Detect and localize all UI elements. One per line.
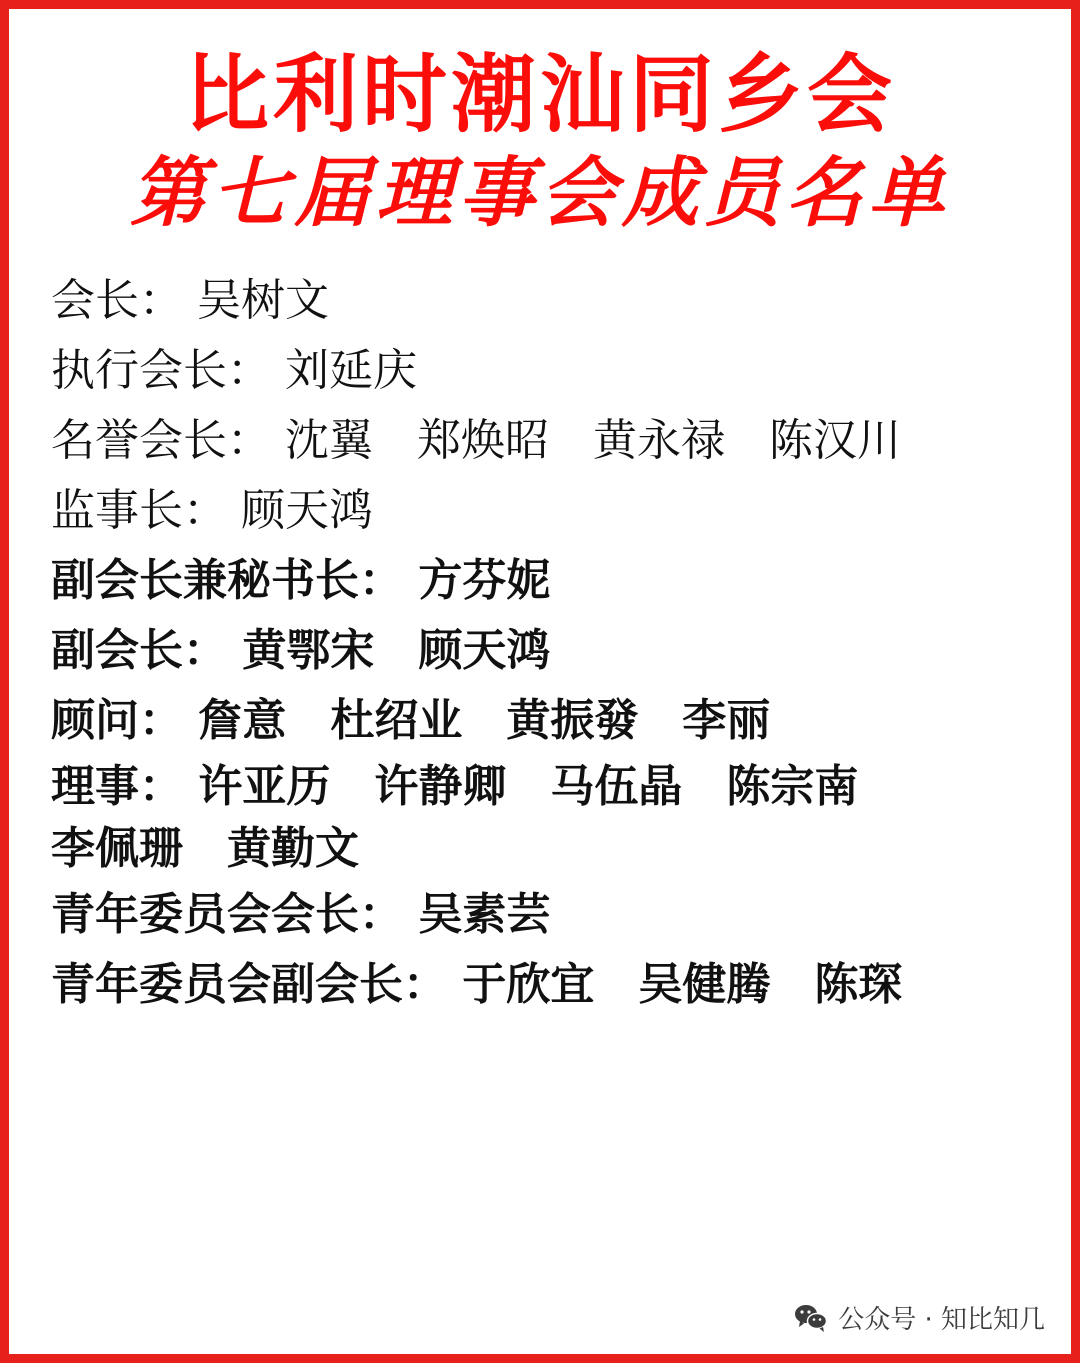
roster-role-label: 青年委员会副会长： [51,958,447,1010]
roster-names: 刘延庆 [285,344,417,396]
roster-role-label: 会长： [51,274,183,326]
roster-role-label: 理事： [51,760,183,812]
roster-role-label: 名誉会长： [51,414,271,466]
roster-row [51,880,1037,950]
roster-row [51,950,1037,1020]
roster-names: 詹意 杜绍业 黄振發 李丽 [198,694,771,746]
title-block [43,46,1037,237]
roster-row [51,336,1037,406]
roster-names: 黄鄂宋 顾天鸿 [242,624,551,676]
roster-names: 李佩珊 黄勤文 [51,822,359,874]
roster-row [51,476,1037,546]
roster-role-label: 副会长： [51,624,227,676]
roster-names: 于欣宜 吴健腾 陈琛 [462,958,903,1010]
roster-role-label: 青年委员会会长： [51,888,403,940]
poster-inner [9,9,1071,1354]
footer-credit [794,1299,1045,1336]
roster-names: 吴树文 [197,274,329,326]
roster-names: 方芬妮 [418,554,551,606]
roster-role-label: 执行会长： [51,344,271,396]
roster-role-label: 副会长兼秘书长： [51,554,403,606]
page-title: 比利时潮汕同乡会 [183,46,896,145]
roster-names: 吴素芸 [418,888,551,940]
roster-row [51,616,1037,686]
roster-role-label: 顾问： [51,694,183,746]
roster-row [51,546,1037,616]
roster-names: 沈翼 郑焕昭 黄永禄 陈汉川 [285,414,901,466]
roster-list [43,266,1037,1020]
roster-role-label: 监事长： [51,484,227,536]
roster-row [51,756,1037,818]
roster-row [51,266,1037,336]
roster-row [51,406,1037,476]
wechat-icon [794,1303,828,1333]
footer-text: 公众号 · 知比知几 [838,1305,1045,1335]
roster-row [51,686,1037,756]
roster-row-continuation [51,818,1037,880]
page-subtitle: 第七届理事会成员名单 [130,147,950,237]
roster-names: 许亚历 许静卿 马伍晶 陈宗南 [198,760,859,812]
roster-names: 顾天鸿 [241,484,373,536]
